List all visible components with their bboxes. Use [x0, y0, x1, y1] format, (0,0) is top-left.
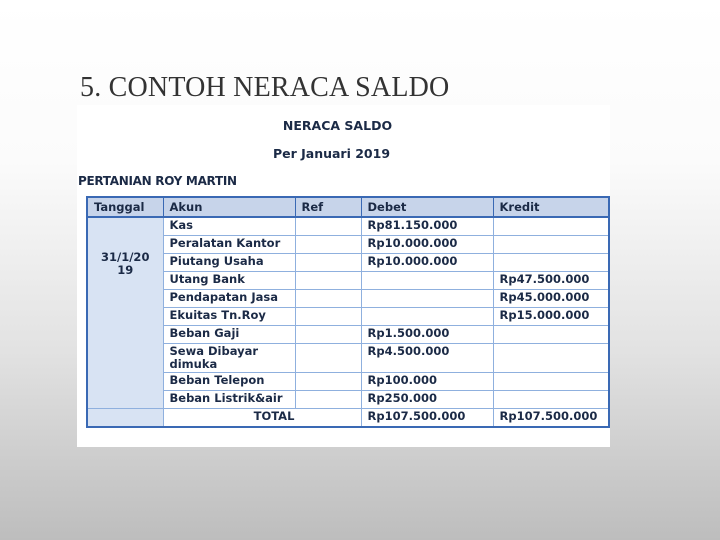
debet-cell	[361, 272, 493, 290]
header-kredit: Kredit	[493, 197, 609, 217]
debet-cell: Rp1.500.000	[361, 326, 493, 344]
date-cell: 31/1/20 19	[87, 217, 163, 409]
ref-cell	[295, 391, 361, 409]
ref-cell	[295, 344, 361, 373]
ref-cell	[295, 373, 361, 391]
ref-cell	[295, 236, 361, 254]
table-header-row	[87, 197, 609, 217]
akun-cell: Pendapatan Jasa	[163, 290, 295, 308]
header-debet: Debet	[361, 197, 493, 217]
slide-title: 5. CONTOH NERACA SALDO	[80, 72, 450, 103]
ref-cell	[295, 326, 361, 344]
total-row	[87, 409, 609, 428]
header-tanggal: Tanggal	[87, 197, 163, 217]
total-date-cell	[87, 409, 163, 428]
kredit-cell	[493, 236, 609, 254]
kredit-cell: Rp47.500.000	[493, 272, 609, 290]
akun-cell: Beban Gaji	[163, 326, 295, 344]
header-akun: Akun	[163, 197, 295, 217]
kredit-cell	[493, 254, 609, 272]
akun-cell: Kas	[163, 217, 295, 236]
table-row	[87, 326, 609, 344]
header-ref: Ref	[295, 197, 361, 217]
document-title: NERACA SALDO	[282, 118, 393, 133]
table-row	[87, 290, 609, 308]
akun-cell: Peralatan Kantor	[163, 236, 295, 254]
debet-cell	[361, 308, 493, 326]
table-row	[87, 391, 609, 409]
debet-cell: Rp250.000	[361, 391, 493, 409]
table-row	[87, 272, 609, 290]
akun-cell: Utang Bank	[163, 272, 295, 290]
trial-balance-table	[86, 196, 610, 428]
debet-cell: Rp4.500.000	[361, 344, 493, 373]
akun-cell: Beban Listrik&air	[163, 391, 295, 409]
total-label: TOTAL	[163, 409, 361, 428]
table-row	[87, 344, 609, 373]
debet-cell	[361, 290, 493, 308]
kredit-cell	[493, 391, 609, 409]
table-row	[87, 308, 609, 326]
debet-cell: Rp10.000.000	[361, 254, 493, 272]
total-debet: Rp107.500.000	[361, 409, 493, 428]
kredit-cell: Rp15.000.000	[493, 308, 609, 326]
document-subtitle: Per Januari 2019	[272, 146, 391, 161]
kredit-cell	[493, 344, 609, 373]
ref-cell	[295, 254, 361, 272]
akun-cell: Beban Telepon	[163, 373, 295, 391]
ref-cell	[295, 308, 361, 326]
company-name: PERTANIAN ROY MARTIN	[78, 174, 237, 188]
total-kredit: Rp107.500.000	[493, 409, 609, 428]
debet-cell: Rp10.000.000	[361, 236, 493, 254]
akun-cell: Piutang Usaha	[163, 254, 295, 272]
table-row	[87, 373, 609, 391]
kredit-cell: Rp45.000.000	[493, 290, 609, 308]
kredit-cell	[493, 373, 609, 391]
akun-cell: Ekuitas Tn.Roy	[163, 308, 295, 326]
table-row	[87, 254, 609, 272]
akun-cell: Sewa Dibayar dimuka	[163, 344, 295, 373]
trial-balance-image	[77, 105, 610, 447]
ref-cell	[295, 290, 361, 308]
table-row	[87, 217, 609, 236]
table-row	[87, 236, 609, 254]
ref-cell	[295, 217, 361, 236]
kredit-cell	[493, 217, 609, 236]
kredit-cell	[493, 326, 609, 344]
ref-cell	[295, 272, 361, 290]
debet-cell: Rp100.000	[361, 373, 493, 391]
debet-cell: Rp81.150.000	[361, 217, 493, 236]
